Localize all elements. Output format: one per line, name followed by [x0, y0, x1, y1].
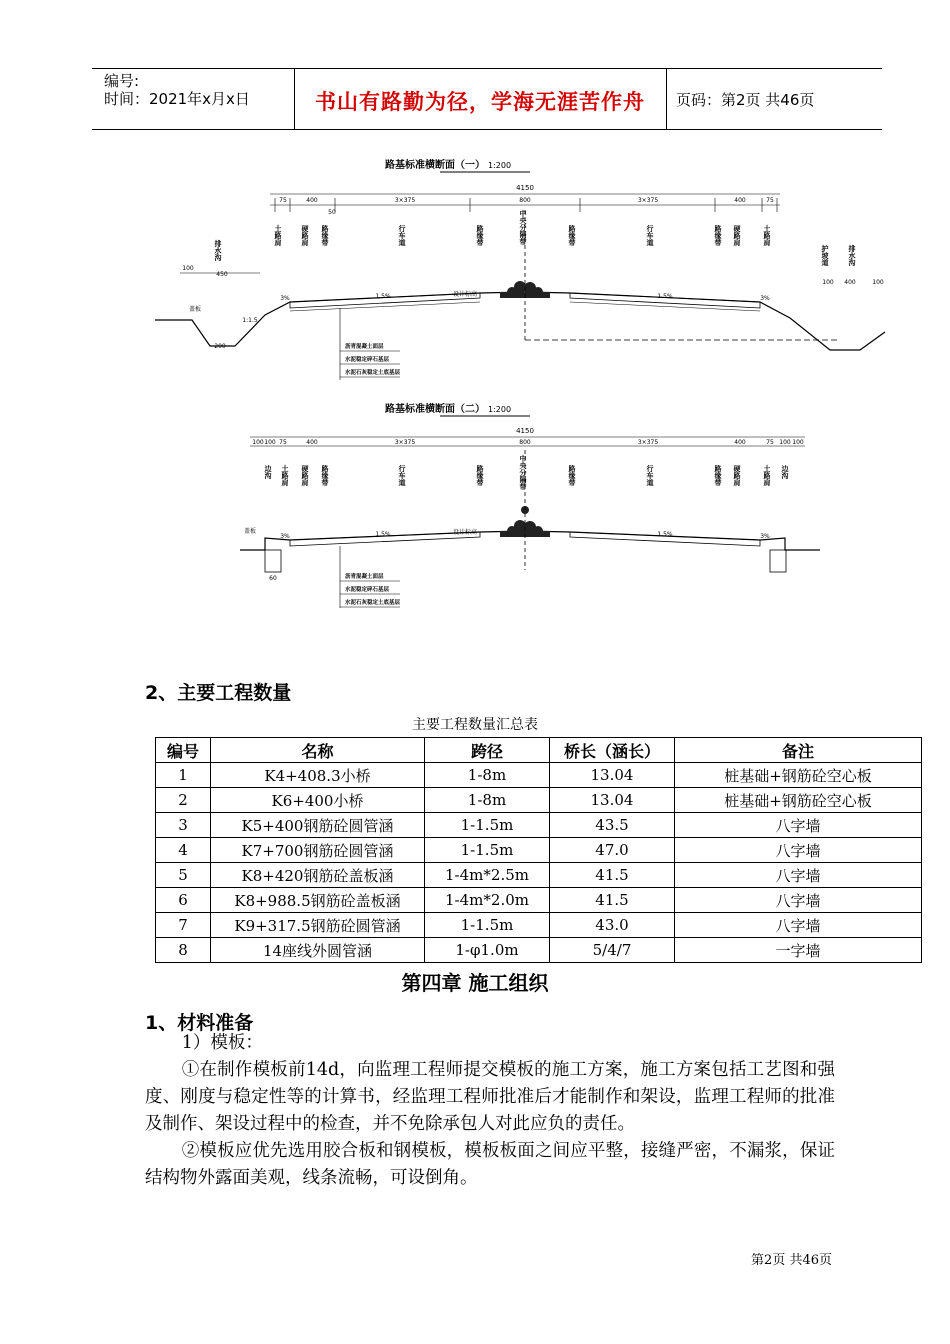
table-cell: 1-4m*2.5m: [425, 863, 550, 888]
s1-side-dim: 100: [822, 279, 834, 286]
s1-side-dim: 100: [872, 279, 884, 286]
s2-dim: 100: [252, 439, 264, 446]
s1-slope: 1.5%: [657, 293, 673, 300]
table-cell: K4+408.3小桥: [211, 763, 425, 788]
table-cell: K5+400钢筋砼圆管涵: [211, 813, 425, 838]
s2-slope: 3%: [760, 533, 770, 540]
body-text: [145, 1030, 835, 1192]
s2-label: 硬路肩: [733, 465, 741, 486]
table-cell: 3: [156, 813, 211, 838]
s1-label: 路缘带: [476, 225, 484, 246]
paragraph: ①在制作模板前14d，向监理工程师提交模板的施工方案，施工方案包括工艺图和强度、刚度与稳定性等的计算书，经监理工程师批准后才能制作和架设，监理工程师的批准及制作、架设过程中的检查，并不免除承包人对此应负的责任。: [145, 1060, 835, 1134]
table-cell: 7: [156, 913, 211, 938]
header-divider: [666, 68, 667, 129]
s1-dim: 3×375: [637, 197, 659, 204]
s2-dim: 400: [306, 439, 318, 446]
s1-label: 硬路肩: [301, 225, 309, 246]
s2-label: 硬路肩: [301, 465, 309, 486]
header-top-rule: [92, 68, 882, 69]
header-motto: 书山有路勤为径，学海无涯苦作舟: [315, 90, 645, 114]
s1-side-dim: 200: [214, 343, 226, 350]
table-cell: 13.04: [550, 788, 675, 813]
header-number-label: 编号:: [104, 72, 140, 90]
table-cell: 14座线外圆管涵: [211, 938, 425, 963]
s2-label: 路缘带: [714, 465, 722, 486]
table-cell: 2: [156, 788, 211, 813]
section2-title: 路基标准横断面（二）: [385, 404, 485, 415]
s2-dim: 3×375: [394, 439, 416, 446]
table-cell: 13.04: [550, 763, 675, 788]
s2-label: 路缘带: [321, 465, 329, 486]
s1-label: 行车道: [646, 225, 654, 246]
s2-label: 行车道: [646, 465, 654, 486]
s2-ditch-dim: 60: [269, 575, 277, 582]
table-cell: 八字墙: [675, 863, 922, 888]
cross-section-drawing: [140, 150, 884, 624]
s1-slope: 3%: [760, 295, 770, 302]
s2-slope: 设计标高: [452, 529, 478, 536]
table-cell: K7+700钢筋砼圆管涵: [211, 838, 425, 863]
header-bottom-rule: [92, 129, 882, 130]
table-row: [156, 938, 922, 963]
s1-label: 土路肩: [274, 225, 282, 246]
table-cell: 1-4m*2.0m: [425, 888, 550, 913]
s2-curb: 盖板: [243, 528, 257, 535]
s1-dim: 75: [279, 197, 287, 204]
s1-slope: 1.5%: [375, 293, 391, 300]
s2-layer: 水泥稳定碎石基层: [345, 587, 390, 593]
s1-side-dim: 100: [182, 265, 194, 272]
table-cell: 4: [156, 838, 211, 863]
s1-label: 护坡道: [821, 245, 829, 266]
s1-dim: 800: [519, 197, 531, 204]
cross-section-svg: [140, 150, 884, 620]
s1-label: 中央分隔带: [519, 210, 527, 245]
s2-dim: 100: [792, 439, 804, 446]
table-cell: 1-φ1.0m: [425, 938, 550, 963]
section1-scale: 1:200: [488, 161, 512, 170]
section2-total-width: 4150: [516, 427, 534, 435]
table-header-cell: 编号: [156, 738, 211, 763]
s2-dim: 400: [734, 439, 746, 446]
s2-label: 行车道: [398, 465, 406, 486]
s1-label: 硬路肩: [733, 225, 741, 246]
s1-dim: 400: [734, 197, 746, 204]
s1-label: 行车道: [398, 225, 406, 246]
table-cell: 桩基础+钢筋砼空心板: [675, 763, 922, 788]
s1-curb: 盖板: [188, 306, 202, 313]
table-cell: 1-1.5m: [425, 813, 550, 838]
table-row: [156, 913, 922, 938]
s2-label: 边沟: [264, 465, 272, 479]
table-cell: 43.0: [550, 913, 675, 938]
table-cell: K6+400小桥: [211, 788, 425, 813]
s2-dim: 75: [279, 439, 287, 446]
s1-slope-ratio: 1:1.5: [242, 317, 258, 324]
quantity-table: [155, 737, 922, 963]
table-cell: 41.5: [550, 863, 675, 888]
s1-label: 路缘带: [568, 225, 576, 246]
table-cell: 5: [156, 863, 211, 888]
table-caption: 主要工程数量汇总表: [412, 717, 538, 733]
table-cell: 5/4/7: [550, 938, 675, 963]
header-time-label: 时间：2021年x月x日: [104, 90, 250, 108]
paragraph: ②模板应优先选用胶合板和钢模板，模板板面之间应平整，接缝严密，不漏浆，保证结构物外露面美观，线条流畅，可设倒角。: [145, 1141, 835, 1188]
s2-dim: 100: [779, 439, 791, 446]
table-cell: 47.0: [550, 838, 675, 863]
table-row: [156, 813, 922, 838]
table-cell: 八字墙: [675, 888, 922, 913]
s2-dim: 800: [519, 439, 531, 446]
s2-label: 中央分隔带: [519, 455, 527, 490]
subsection-heading: 1、材料准备: [145, 1012, 254, 1034]
table-row: [156, 838, 922, 863]
table-cell: 桩基础+钢筋砼空心板: [675, 788, 922, 813]
table-cell: 41.5: [550, 888, 675, 913]
s1-label: 排水沟: [214, 240, 222, 261]
s1-layer: 沥青混凝土面层: [345, 344, 384, 350]
s2-label: 土路肩: [763, 465, 771, 486]
s1-layer: 水泥稳定碎石基层: [345, 357, 390, 363]
s1-dim: 400: [306, 197, 318, 204]
table-cell: 八字墙: [675, 913, 922, 938]
s2-slope: 1.5%: [375, 531, 391, 538]
table-header-row: [156, 738, 922, 763]
s1-slope: 设计标高: [452, 291, 478, 298]
s2-label: 路缘带: [476, 465, 484, 486]
s2-label: 边沟: [781, 465, 789, 479]
table-cell: 1-1.5m: [425, 838, 550, 863]
s2-layer: 沥青混凝土面层: [345, 574, 384, 580]
s1-side-dim: 450: [216, 271, 228, 278]
table-row: [156, 788, 922, 813]
table-cell: K8+988.5钢筋砼盖板涵: [211, 888, 425, 913]
section-heading: 2、主要工程数量: [145, 682, 292, 704]
table-cell: 八字墙: [675, 838, 922, 863]
table-cell: 1-8m: [425, 788, 550, 813]
s1-dim: 50: [328, 209, 336, 216]
s2-dim: 3×375: [637, 439, 659, 446]
table-row: [156, 763, 922, 788]
s1-label: 路缘带: [321, 225, 329, 246]
table-cell: 6: [156, 888, 211, 913]
s2-label: 土路肩: [281, 465, 289, 486]
section2-scale: 1:200: [488, 405, 512, 414]
item-heading: 1）模板：: [181, 1033, 263, 1053]
s2-slope: 3%: [280, 533, 290, 540]
table-cell: 1: [156, 763, 211, 788]
table-header-cell: 备注: [675, 738, 922, 763]
header-page-code: 页码：第2页 共46页: [676, 91, 815, 109]
s1-slope: 3%: [280, 295, 290, 302]
s2-slope: 1.5%: [657, 531, 673, 538]
table-cell: K8+420钢筋砼盖板涵: [211, 863, 425, 888]
section1-total-width: 4150: [516, 184, 534, 192]
s1-dim: 75: [766, 197, 774, 204]
s1-label: 路缘带: [714, 225, 722, 246]
table-header-cell: 跨径: [425, 738, 550, 763]
table-cell: 1-1.5m: [425, 913, 550, 938]
s2-label: 路缘带: [568, 465, 576, 486]
s1-side-dim: 400: [844, 279, 856, 286]
s2-dim: 100: [264, 439, 276, 446]
table-cell: K9+317.5钢筋砼圆管涵: [211, 913, 425, 938]
table-cell: 8: [156, 938, 211, 963]
section1-title: 路基标准横断面（一）: [385, 160, 485, 171]
table-cell: 1-8m: [425, 763, 550, 788]
table-header-cell: 名称: [211, 738, 425, 763]
s2-dim: 75: [766, 439, 774, 446]
s1-label: 土路肩: [763, 225, 771, 246]
table-header-cell: 桥长（涵长）: [550, 738, 675, 763]
s1-layer: 水泥石灰稳定土底基层: [345, 370, 401, 376]
chapter-title: 第四章 施工组织: [401, 971, 549, 995]
s1-label: 排水沟: [848, 245, 856, 266]
table-cell: 43.5: [550, 813, 675, 838]
table-row: [156, 888, 922, 913]
page-footer: 第2页 共46页: [751, 1253, 832, 1268]
table-cell: 八字墙: [675, 813, 922, 838]
s2-layer: 水泥石灰稳定土底基层: [345, 600, 401, 606]
table-cell: 一字墙: [675, 938, 922, 963]
s1-dim: 3×375: [394, 197, 416, 204]
table-row: [156, 863, 922, 888]
